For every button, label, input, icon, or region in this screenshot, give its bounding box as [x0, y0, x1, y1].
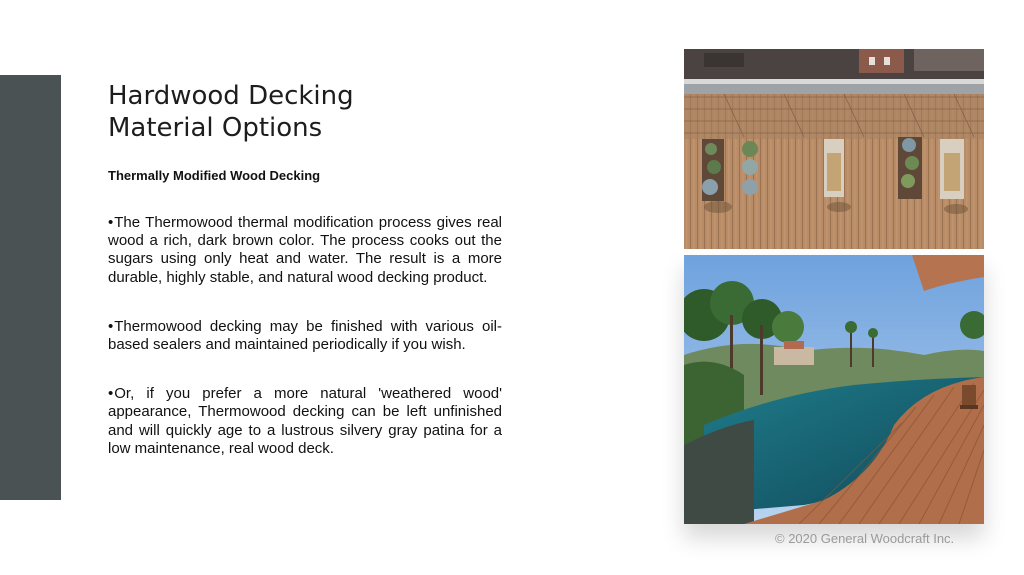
slide-subtitle: Thermally Modified Wood Decking — [108, 168, 321, 183]
slide-title — [108, 80, 508, 144]
paragraph-2 — [108, 318, 502, 354]
title-line-2: Material Options — [108, 113, 323, 143]
title-line-1: Hardwood Decking — [108, 81, 354, 111]
bullet-1: • — [108, 214, 114, 231]
rooftop-deck-illustration — [684, 49, 984, 249]
copyright-footer: © 2020 General Woodcraft Inc. — [775, 531, 955, 546]
paragraph-3 — [108, 385, 502, 458]
paragraph-1 — [108, 214, 502, 287]
body-text — [108, 214, 502, 489]
accent-sidebar — [0, 75, 61, 500]
pool-deck-photo — [684, 255, 984, 524]
bullet-2: • — [108, 317, 114, 335]
pool-deck-illustration — [684, 255, 984, 524]
paragraph-2-text: Thermowood decking may be finished with various oil-based sealers and maintained periodically if you wish. — [108, 317, 502, 354]
paragraph-1-text: The Thermowood thermal modification process gives real wood a rich, dark brown color. The process cooks out the sugars using only heat and water. The result is a more durable, highly stable, and natural wood decking product. — [108, 214, 502, 286]
paragraph-3-text: Or, if you prefer a more natural 'weathered wood' appearance, Thermowood decking can be left unfinished and will quickly age to a lustrous silvery gray patina for a low maintenance, real wood deck. — [108, 385, 502, 457]
rooftop-deck-photo — [684, 49, 984, 249]
bullet-3: • — [108, 385, 114, 403]
